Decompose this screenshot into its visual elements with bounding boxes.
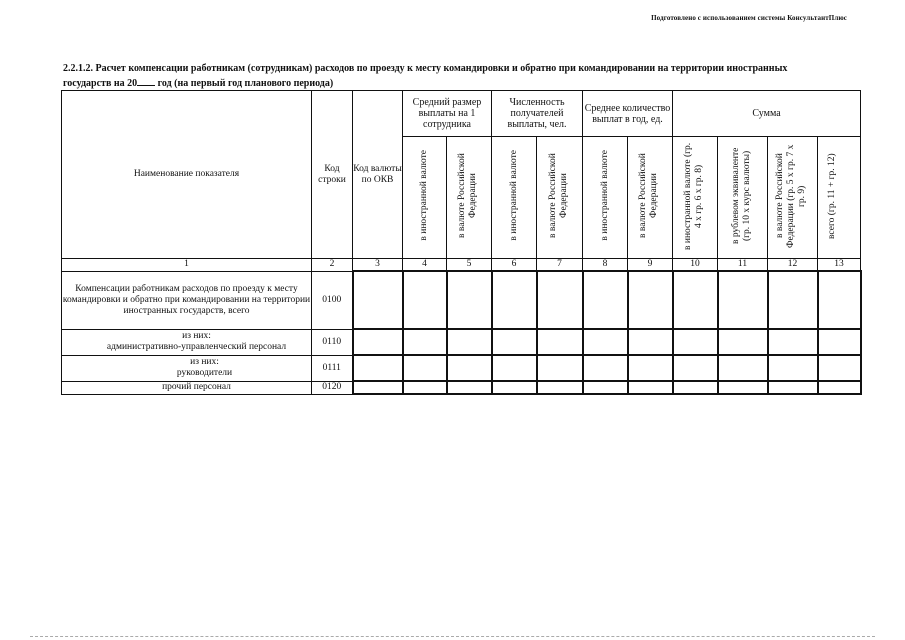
consultant-note: Подготовлено с использованием системы КонсультантПлюс [651,14,847,22]
input-cell[interactable] [492,381,537,394]
input-cell[interactable] [403,271,447,329]
header-recipients: Численность получателей выплаты, чел. [492,91,583,137]
col-number: 13 [818,259,861,272]
input-cell[interactable] [537,355,583,381]
input-cell[interactable] [353,355,403,381]
header-avg-payment: Средний размер выплаты на 1 сотрудника [403,91,492,137]
input-cell[interactable] [353,381,403,394]
input-cell[interactable] [492,271,537,329]
col-number: 8 [583,259,628,272]
header-code: Код строки [312,91,353,259]
col-number: 5 [447,259,492,272]
input-cell[interactable] [768,329,818,355]
header-c12: в валюте Российской Федерации (гр. 5 х гр. 7 х гр. 9) [768,137,818,259]
input-cell[interactable] [583,271,628,329]
col-number: 6 [492,259,537,272]
col-number: 3 [353,259,403,272]
header-currency-code: Код валюты по ОКВ [353,91,403,259]
table-row-0120 [62,381,861,394]
header-c7: в валюте Российской Федерации [537,137,583,259]
input-cell[interactable] [673,329,718,355]
row-label: из них: административно-управленческий персонал [62,329,312,355]
row-label: прочий персонал [62,381,312,394]
input-cell[interactable] [353,271,403,329]
input-cell[interactable] [718,329,768,355]
input-cell[interactable] [492,329,537,355]
header-row-1 [62,91,861,137]
row-code: 0111 [312,355,353,381]
header-name: Наименование показателя [62,91,312,259]
input-cell[interactable] [447,381,492,394]
section-heading [63,62,863,91]
header-c4: в иностранной валюте [403,137,447,259]
row-code: 0100 [312,271,353,329]
input-cell[interactable] [718,355,768,381]
input-cell[interactable] [628,271,673,329]
input-cell[interactable] [818,271,861,329]
col-number: 1 [62,259,312,272]
row-code: 0110 [312,329,353,355]
page-bottom-rule [30,636,875,637]
input-cell[interactable] [537,271,583,329]
column-numbers-row [62,259,861,272]
table-row-0110 [62,329,861,355]
header-c9: в валюте Российской Федерации [628,137,673,259]
input-cell[interactable] [718,271,768,329]
heading-line-1: 2.2.1.2. Расчет компенсации работникам (сотрудникам) расходов по проезду к месту командировки и обратно при командировании на территории иностранных [63,63,788,74]
header-sum: Сумма [673,91,861,137]
input-cell[interactable] [403,381,447,394]
input-cell[interactable] [447,271,492,329]
input-cell[interactable] [818,381,861,394]
table-row-0100 [62,271,861,329]
input-cell[interactable] [447,355,492,381]
header-c11: в рублевом эквиваленте (гр. 10 х курс валюты) [718,137,768,259]
input-cell[interactable] [583,381,628,394]
input-cell[interactable] [673,271,718,329]
input-cell[interactable] [628,381,673,394]
year-blank[interactable] [137,76,155,86]
input-cell[interactable] [537,381,583,394]
header-c13: всего (гр. 11 + гр. 12) [818,137,861,259]
row-label: из них: руководители [62,355,312,381]
input-cell[interactable] [447,329,492,355]
col-number: 9 [628,259,673,272]
input-cell[interactable] [628,355,673,381]
input-cell[interactable] [673,381,718,394]
input-cell[interactable] [768,355,818,381]
col-number: 11 [718,259,768,272]
header-c5: в валюте Российской Федерации [447,137,492,259]
input-cell[interactable] [718,381,768,394]
input-cell[interactable] [537,329,583,355]
col-number: 2 [312,259,353,272]
input-cell[interactable] [673,355,718,381]
input-cell[interactable] [768,271,818,329]
header-c10: в иностранной валюте (гр. 4 х гр. 6 х гр. 8) [673,137,718,259]
input-cell[interactable] [768,381,818,394]
input-cell[interactable] [818,329,861,355]
heading-line-2: государств на 20 год (на первый год планового периода) [63,78,334,89]
input-cell[interactable] [628,329,673,355]
header-c8: в иностранной валюте [583,137,628,259]
input-cell[interactable] [583,329,628,355]
row-code: 0120 [312,381,353,394]
input-cell[interactable] [353,329,403,355]
input-cell[interactable] [403,355,447,381]
input-cell[interactable] [492,355,537,381]
input-cell[interactable] [403,329,447,355]
compensation-table [61,90,862,395]
header-avg-count: Среднее количество выплат в год, ед. [583,91,673,137]
col-number: 12 [768,259,818,272]
input-cell[interactable] [818,355,861,381]
col-number: 10 [673,259,718,272]
input-cell[interactable] [583,355,628,381]
col-number: 7 [537,259,583,272]
col-number: 4 [403,259,447,272]
row-label: Компенсации работникам расходов по проезду к месту командировки и обратно при командировании на территории иностранных государств, всего [62,271,312,329]
table-row-0111 [62,355,861,381]
header-c6: в иностранной валюте [492,137,537,259]
